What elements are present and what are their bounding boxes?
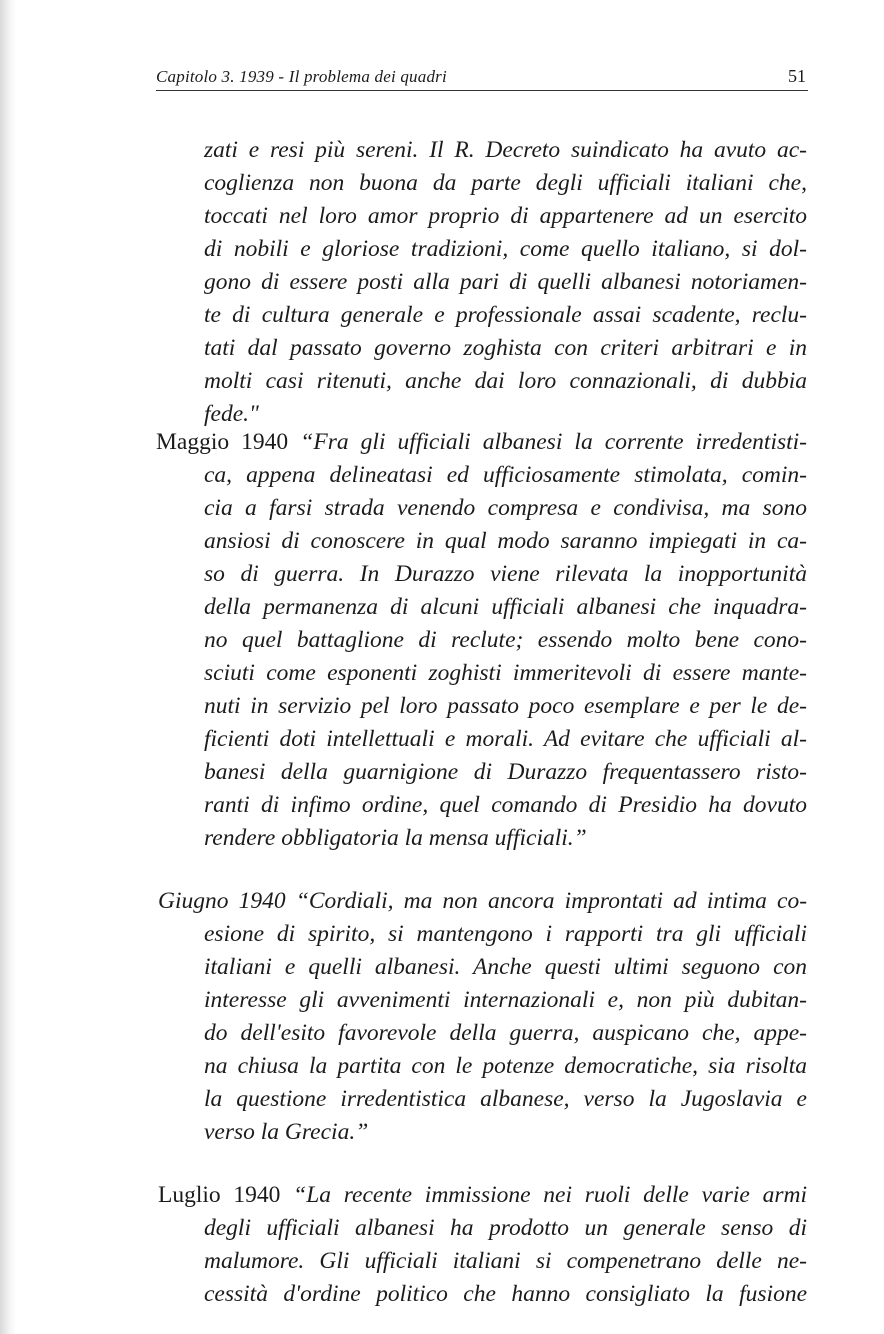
entry-first-line: [156, 427, 807, 457]
entry-text: “Cordiali, ma non ancora improntati ad intima co-: [295, 888, 808, 914]
text-line: na chiusa la partita con le potenze democratiche, sia risolta: [204, 1053, 807, 1079]
text-line: do dell'esito favorevole della guerra, auspicano che, appe-: [204, 1020, 807, 1046]
text-line: molti casi ritenuti, anche dai loro connazionali, di dubbia: [204, 368, 807, 394]
entry-text: “Fra gli ufficiali albanesi la corrente irredentisti-: [300, 429, 808, 455]
text-line: ca, appena delineatasi ed ufficiosamente stimolata, comin-: [204, 462, 807, 488]
chapter-title: Capitolo 3. 1939 - Il problema dei quadri: [156, 67, 447, 86]
text-line: sciuti come esponenti zoghisti immeritevoli di essere mante-: [204, 660, 807, 686]
text-line: te di cultura generale e professionale assai scadente, reclu-: [204, 302, 807, 328]
text-line: nuti in servizio pel loro passato poco esemplare e per le de-: [204, 693, 807, 719]
text-line: la questione irredentistica albanese, verso la Jugoslavia e: [204, 1086, 807, 1112]
text-line: ficienti doti intellettuali e morali. Ad evitare che ufficiali al-: [204, 726, 807, 752]
text-line: esione di spirito, si mantengono i rapporti tra gli ufficiali: [204, 921, 807, 947]
text-line: malumore. Gli ufficiali italiani si compenetrano delle ne-: [204, 1248, 807, 1274]
text-line: di nobili e gloriose tradizioni, come quello italiano, si dol-: [204, 236, 807, 262]
text-line: coglienza non buona da parte degli ufficiali italiani che,: [204, 170, 807, 196]
text-line: tati dal passato governo zoghista con criteri arbitrari e in: [204, 335, 807, 361]
text-line: ansiosi di conoscere in qual modo saranno impiegati in ca-: [204, 528, 807, 554]
text-line: gono di essere posti alla pari di quelli albanesi notoriamen-: [204, 269, 807, 295]
text-line: no quel battaglione di reclute; essendo molto bene cono-: [204, 627, 807, 653]
text-line: fede.": [204, 401, 259, 427]
entry-first-line: [158, 1180, 807, 1210]
text-line: interesse gli avvenimenti internazionali e, non più dubitan-: [204, 987, 807, 1013]
page-edge-shadow: [0, 0, 16, 1334]
text-line: verso la Grecia.”: [204, 1119, 369, 1145]
entry-date: Giugno 1940: [158, 888, 286, 914]
entry-date: Maggio 1940: [156, 429, 289, 455]
text-line: degli ufficiali albanesi ha prodotto un generale senso di: [204, 1215, 807, 1241]
text-line: rendere obbligatoria la mensa ufficiali.”: [204, 825, 587, 851]
text-line: della permanenza di alcuni ufficiali albanesi che inquadra-: [204, 594, 807, 620]
text-line: italiani e quelli albanesi. Anche questi ultimi seguono con: [204, 954, 807, 980]
text-line: so di guerra. In Durazzo viene rilevata la inopportunità: [204, 561, 807, 587]
text-line: cia a farsi strada venendo compresa e condivisa, ma sono: [204, 495, 807, 521]
text-line: banesi della guarnigione di Durazzo frequentassero risto-: [204, 759, 807, 785]
page-number: 51: [788, 66, 806, 86]
text-line: ranti di infimo ordine, quel comando di Presidio ha dovuto: [204, 792, 807, 818]
text-line: zati e resi più sereni. Il R. Decreto suindicato ha avuto ac-: [204, 137, 807, 163]
entry-first-line: [158, 886, 807, 916]
entry-date: Luglio 1940: [158, 1182, 281, 1208]
text-line: cessità d'ordine politico che hanno consigliato la fusione: [204, 1281, 807, 1307]
entry-text: “La recente immissione nei ruoli delle varie armi: [293, 1182, 807, 1208]
text-line: toccati nel loro amor proprio di appartenere ad un esercito: [204, 203, 807, 229]
running-header: [156, 62, 808, 91]
